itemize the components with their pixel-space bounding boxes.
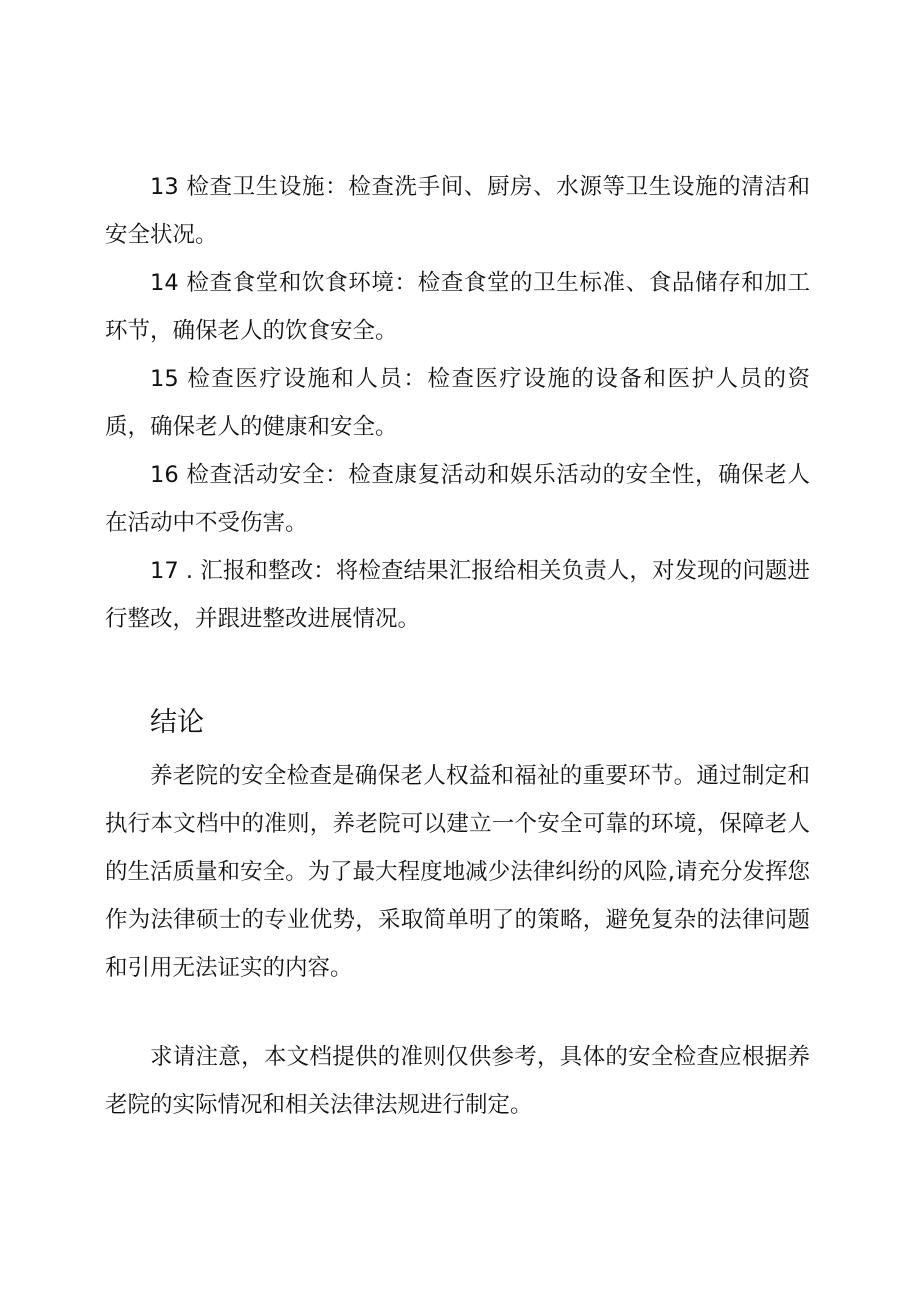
list-item-13: 13 检查卫生设施：检查洗手间、厨房、水源等卫生设施的清洁和安全状况。	[105, 174, 810, 248]
section-heading-conclusion: 结论	[150, 707, 204, 738]
conclusion-paragraph: 养老院的安全检查是确保老人权益和福祉的重要环节。通过制定和执行本文档中的准则，养老院可以建立一个安全可靠的环境，保障老人的生活质量和安全。为了最大程度地减少法律纠纷的风险,请充分发挥您作为法律硕士的专业优势，采取简单明了的策略，避免复杂的法律问题和引用无法证实的内容。	[105, 763, 810, 981]
list-item-15: 15 检查医疗设施和人员：检查医疗设施的设备和医护人员的资质，确保老人的健康和安全。	[105, 366, 810, 440]
list-item-17: 17 . 汇报和整改：将检查结果汇报给相关负责人，对发现的问题进行整改，并跟进整改进展情况。	[105, 558, 810, 632]
list-item-16: 16 检查活动安全：检查康复活动和娱乐活动的安全性，确保老人在活动中不受伤害。	[105, 462, 810, 536]
list-item-14: 14 检查食堂和饮食环境：检查食堂的卫生标准、食品储存和加工环节，确保老人的饮食安全。	[105, 270, 810, 344]
note-paragraph: 求请注意，本文档提供的准则仅供参考，具体的安全检查应根据养老院的实际情况和相关法律法规进行制定。	[105, 1044, 810, 1118]
